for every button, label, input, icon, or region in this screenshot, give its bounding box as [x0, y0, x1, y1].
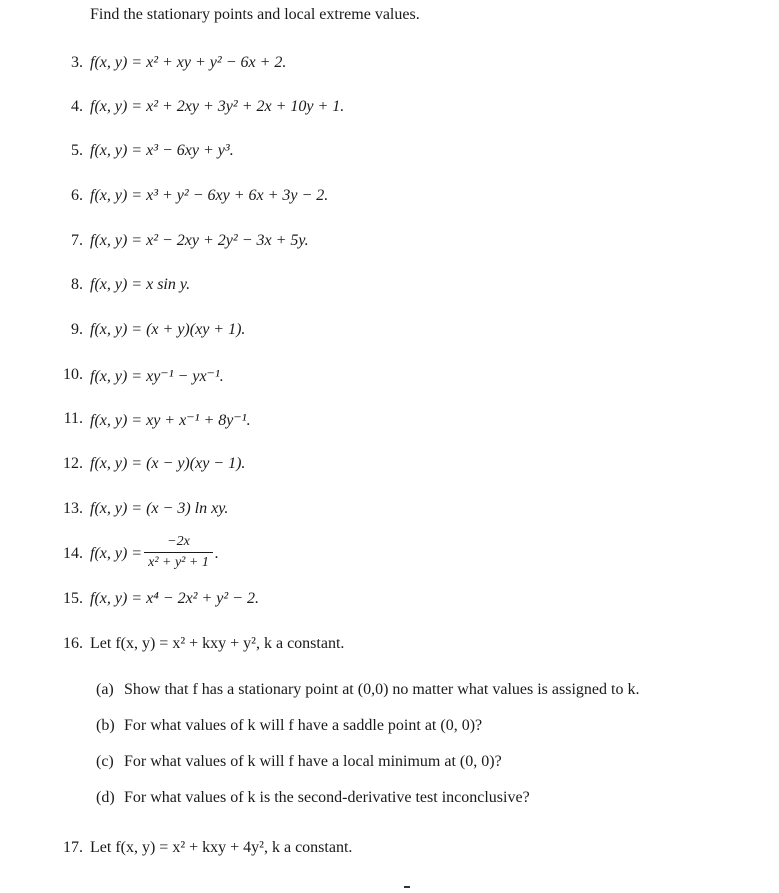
subpart-text: For what values of k is the second-derivative test inconclusive? [124, 789, 530, 806]
subpart-text: For what values of k will f have a saddle point at (0, 0)? [124, 717, 483, 734]
problem-text: f(x, y) = (x + y)(xy + 1). [90, 321, 246, 338]
problem-number: 13. [63, 500, 83, 517]
problem-number: 7. [71, 232, 83, 249]
problem-text: Let f(x, y) = x² + kxy + 4y², k a constant. [90, 839, 353, 856]
problem-text: f(x, y) = x⁴ − 2x² + y² − 2. [90, 590, 259, 607]
fraction [144, 534, 213, 571]
problem-text: f(x, y) = x³ + y² − 6xy + 6x + 3y − 2. [90, 187, 329, 204]
subpart-text: For what values of k will f have a local minimum at (0, 0)? [124, 753, 502, 770]
instructions-heading: Find the stationary points and local extreme values. [90, 6, 420, 23]
subpart-item [96, 789, 530, 807]
problem-number: 8. [71, 276, 83, 293]
subpart-label: (b) [96, 717, 115, 734]
page-cutoff-mark [404, 886, 410, 888]
problem-number: 10. [63, 366, 83, 383]
problem-number: 12. [63, 455, 83, 472]
fraction-end: . [214, 545, 219, 563]
problem-text [90, 536, 219, 573]
problem-text: f(x, y) = xy⁻¹ − yx⁻¹. [90, 368, 224, 385]
problem-number: 11. [63, 410, 83, 427]
problem-text: f(x, y) = (x − y)(xy − 1). [90, 455, 246, 472]
subpart-label: (d) [96, 789, 115, 806]
problem-number: 6. [71, 187, 83, 204]
fraction-lhs: f(x, y) = [90, 545, 143, 563]
subpart-label: (c) [96, 753, 114, 770]
fraction-numerator: −2x [144, 534, 213, 553]
problem-text: f(x, y) = x² + xy + y² − 6x + 2. [90, 54, 287, 71]
fraction-denominator: x² + y² + 1 [148, 555, 209, 570]
problem-number: 16. [63, 635, 83, 652]
problem-text: f(x, y) = xy + x⁻¹ + 8y⁻¹. [90, 412, 251, 429]
subpart-item [96, 681, 639, 699]
subpart-label: (a) [96, 681, 114, 698]
problem-number: 9. [71, 321, 83, 338]
problem-number: 3. [71, 54, 83, 71]
problem-text: Let f(x, y) = x² + kxy + y², k a constant. [90, 635, 345, 652]
problem-text: f(x, y) = (x − 3) ln xy. [90, 500, 229, 517]
problem-text: f(x, y) = x sin y. [90, 276, 191, 293]
problem-text: f(x, y) = x² + 2xy + 3y² + 2x + 10y + 1. [90, 98, 345, 115]
problem-number: 14. [63, 545, 83, 562]
problem-number: 17. [63, 839, 83, 856]
subpart-text: Show that f has a stationary point at (0,0) no matter what values is assigned to k. [124, 681, 640, 698]
problem-number: 15. [63, 590, 83, 607]
problem-text: f(x, y) = x³ − 6xy + y³. [90, 142, 234, 159]
subpart-item [96, 753, 502, 771]
problem-number: 4. [71, 98, 83, 115]
subpart-item [96, 717, 482, 735]
problem-number: 5. [71, 142, 83, 159]
problem-text: f(x, y) = x² − 2xy + 2y² − 3x + 5y. [90, 232, 309, 249]
